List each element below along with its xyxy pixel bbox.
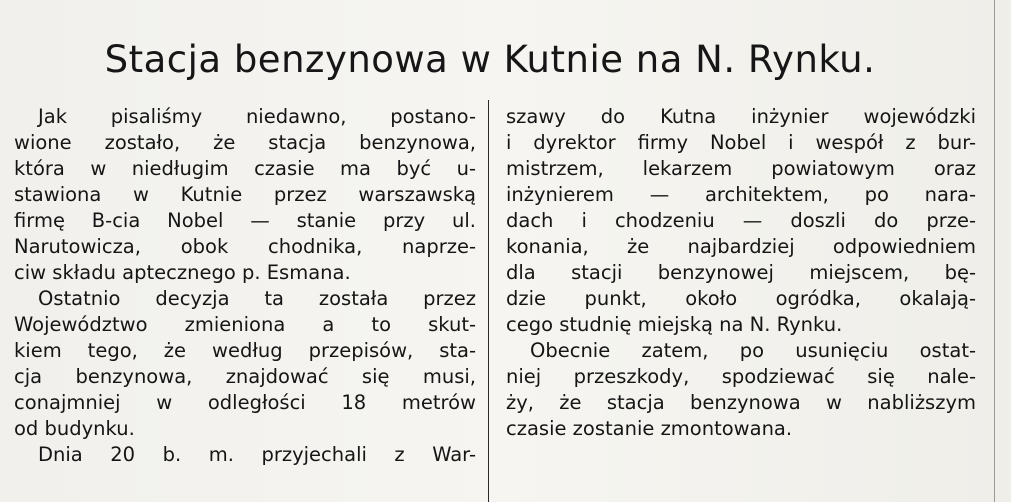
article-line: Narutowicza, obok chodnika, naprze- [14, 235, 476, 258]
article-line: firmę B-cia Nobel — stanie przy ul. [14, 209, 476, 232]
article-line: wione zostało, że stacja benzynowa, [14, 131, 476, 154]
column-divider [488, 100, 489, 502]
page-edge-rule [994, 0, 995, 502]
article-line: Jak pisaliśmy niedawno, postano- [38, 105, 476, 128]
article-line: stawiona w Kutnie przez warszawską [14, 183, 476, 206]
article-headline: Stacja benzynowa w Kutnie na N. Rynku. [104, 38, 876, 81]
article-column-right [506, 104, 976, 442]
article-line: niej przeszkody, spodziewać się nale- [506, 365, 976, 388]
article-line: dzie punkt, około ogródka, okalają- [506, 287, 976, 310]
article-line: cja benzynowa, znajdować się musi, [14, 365, 476, 388]
article-line: czasie zostanie zmontowana. [506, 417, 793, 440]
article-line: konania, że najbardziej odpowiedniem [506, 235, 976, 258]
article-line: Województwo zmieniona a to skut- [14, 313, 476, 336]
article-line: kiem tego, że według przepisów, sta- [14, 339, 476, 362]
article-line: cego studnię miejską na N. Rynku. [506, 313, 843, 336]
article-line: mistrzem, lekarzem powiatowym oraz [506, 157, 976, 180]
article-line: od budynku. [14, 417, 135, 440]
article-line: która w niedługim czasie ma być u- [14, 157, 476, 180]
article-line: conajmniej w odległości 18 metrów [14, 391, 476, 414]
article-line: Obecnie zatem, po usunięciu ostat- [530, 339, 976, 362]
article-column-left [14, 104, 476, 468]
article-line: i dyrektor firmy Nobel i wespół z bur- [506, 131, 976, 154]
article-line: dach i chodzeniu — doszli do prze- [506, 209, 976, 232]
article-line: inżynierem — architektem, po nara- [506, 183, 976, 206]
article-line: ciw składu aptecznego p. Esmana. [14, 261, 351, 284]
article-line: szawy do Kutna inżynier wojewódzki [506, 105, 976, 128]
article-line: Dnia 20 b. m. przyjechali z War- [38, 443, 476, 466]
article-line: Ostatnio decyzja ta została przez [38, 287, 476, 310]
article-line: dla stacji benzynowej miejscem, bę- [506, 261, 976, 284]
article-line: ży, że stacja benzynowa w nabliższym [506, 391, 976, 414]
